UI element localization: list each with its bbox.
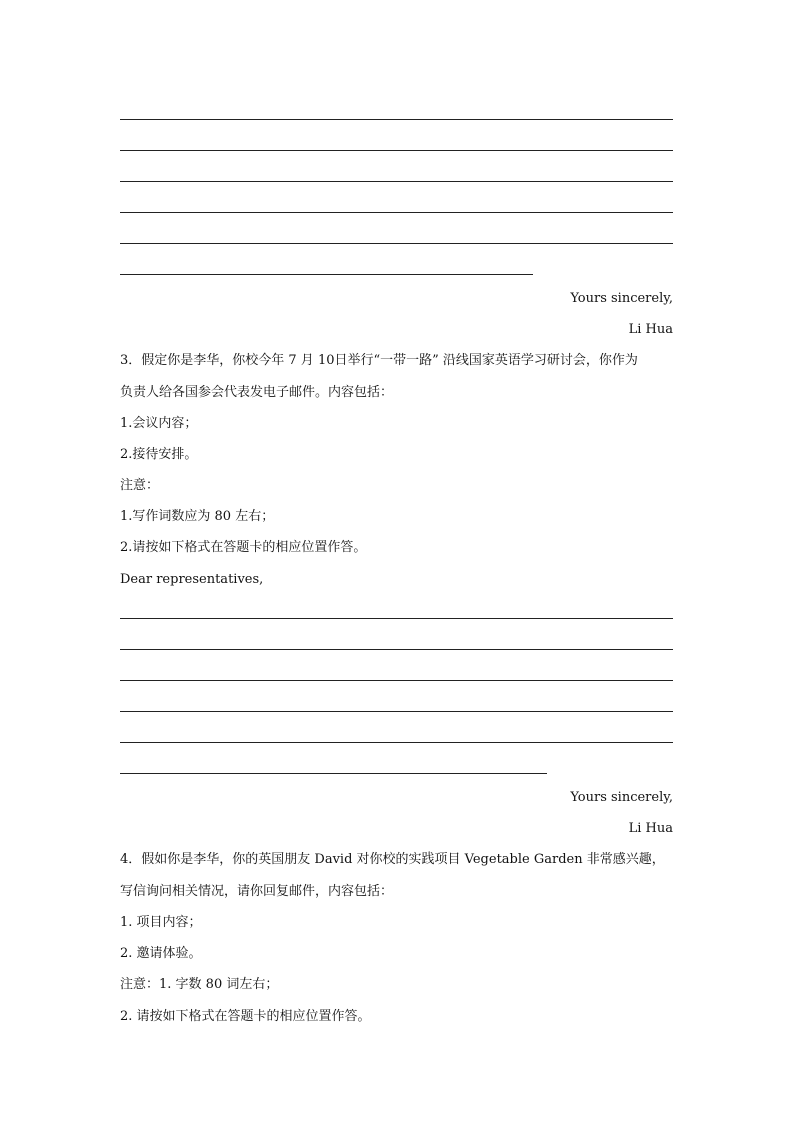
answer-line-short [120, 773, 547, 774]
answer-line [120, 618, 673, 619]
signature: Li Hua [628, 821, 673, 836]
answer-line [120, 742, 673, 743]
answer-line [120, 649, 673, 650]
q4-prompt-line2: 写信询问相关情况，请你回复邮件，内容包括： [120, 884, 394, 899]
answer-line [120, 119, 673, 120]
answer-line [120, 680, 673, 681]
q4-note1: 注意：1. 字数 80 词左右； [120, 977, 279, 992]
answer-line [120, 150, 673, 151]
answer-line [120, 212, 673, 213]
q3-prompt-line2: 负责人给各国参会代表发电子邮件。内容包括： [120, 385, 394, 400]
q4-note2: 2. 请按如下格式在答题卡的相应位置作答。 [120, 1009, 371, 1024]
q3-item2: 2.接待安排。 [120, 447, 198, 462]
q3-note2: 2.请按如下格式在答题卡的相应位置作答。 [120, 540, 367, 555]
q4-item2: 2. 邀请体验。 [120, 946, 202, 961]
q3-note1: 1.写作词数应为 80 左右； [120, 509, 275, 524]
q4-prompt-line1: 4．假如你是李华，你的英国朋友 David 对你校的实践项目 Vegetable Garden 非常感兴趣， [120, 852, 665, 867]
signature: Li Hua [628, 322, 673, 337]
q3-prompt-line1: 3．假定你是李华，你校今年 7 月 10日举行“一带一路” 沿线国家英语学习研讨会，你作为 [120, 353, 638, 368]
signoff: Yours sincerely, [570, 790, 673, 805]
answer-line-short [120, 274, 533, 275]
q3-item1: 1.会议内容； [120, 416, 198, 431]
q3-note-heading: 注意： [120, 478, 160, 493]
q4-item1: 1. 项目内容； [120, 915, 202, 930]
signoff: Yours sincerely, [570, 291, 673, 306]
answer-line [120, 181, 673, 182]
answer-line [120, 243, 673, 244]
q3-greeting: Dear representatives, [120, 572, 264, 587]
answer-line [120, 711, 673, 712]
